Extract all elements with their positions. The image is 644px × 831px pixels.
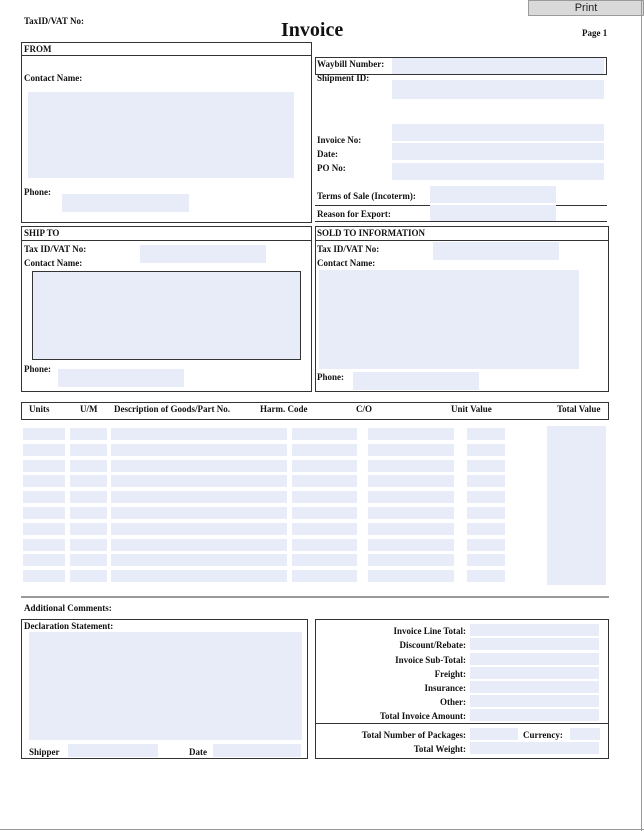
shipper-field[interactable]: [68, 744, 158, 757]
goods-um-field[interactable]: [70, 460, 107, 472]
goods-unit-value-field[interactable]: [467, 570, 505, 582]
goods-description-field[interactable]: [111, 539, 287, 551]
ship-to-heading-divider: [21, 240, 312, 241]
waybill-label: Waybill Number:: [317, 59, 385, 69]
page-right-edge: [641, 0, 642, 831]
goods-units-field[interactable]: [23, 507, 65, 519]
goods-um-field[interactable]: [70, 428, 107, 440]
goods-um-field[interactable]: [70, 523, 107, 535]
goods-co-field[interactable]: [368, 475, 454, 487]
goods-unit-value-field[interactable]: [467, 428, 505, 440]
goods-harm-code-field[interactable]: [292, 491, 357, 503]
goods-units-field[interactable]: [23, 491, 65, 503]
goods-unit-value-field[interactable]: [467, 523, 505, 535]
subtotal-label: Invoice Sub-Total:: [395, 655, 466, 665]
other-field[interactable]: [470, 695, 599, 707]
goods-units-field[interactable]: [23, 539, 65, 551]
po-field[interactable]: [392, 163, 604, 180]
goods-um-field[interactable]: [70, 539, 107, 551]
goods-units-field[interactable]: [23, 554, 65, 566]
ship-to-taxid-label: Tax ID/VAT No:: [24, 244, 87, 254]
goods-um-field[interactable]: [70, 444, 107, 456]
page-number: Page 1: [582, 28, 608, 38]
insurance-label: Insurance:: [424, 683, 466, 693]
po-label: PO No:: [317, 163, 346, 173]
declaration-field[interactable]: [29, 632, 302, 740]
terms-label: Terms of Sale (Incoterm):: [317, 191, 416, 201]
shipper-label: Shipper: [29, 747, 60, 757]
goods-harm-code-field[interactable]: [292, 444, 357, 456]
goods-units-field[interactable]: [23, 570, 65, 582]
waybill-field[interactable]: [392, 58, 604, 74]
page-bottom-edge: [0, 829, 644, 830]
goods-co-field[interactable]: [368, 523, 454, 535]
currency-field[interactable]: [570, 728, 600, 740]
goods-description-field[interactable]: [111, 428, 287, 440]
goods-description-field[interactable]: [111, 444, 287, 456]
total-amount-field[interactable]: [470, 709, 599, 721]
goods-co-field[interactable]: [368, 507, 454, 519]
currency-label: Currency:: [523, 730, 563, 740]
goods-um-field[interactable]: [70, 475, 107, 487]
goods-units-field[interactable]: [23, 428, 65, 440]
taxid-header-label: TaxID/VAT No:: [24, 16, 84, 26]
from-phone-label: Phone:: [24, 187, 51, 197]
ship-to-phone-field[interactable]: [58, 369, 184, 387]
discount-field[interactable]: [470, 638, 599, 650]
goods-um-field[interactable]: [70, 507, 107, 519]
goods-description-field[interactable]: [111, 523, 287, 535]
packages-label: Total Number of Packages:: [361, 730, 466, 740]
goods-description-field[interactable]: [111, 475, 287, 487]
date-field[interactable]: [392, 143, 604, 160]
goods-co-field[interactable]: [368, 491, 454, 503]
goods-co-field[interactable]: [368, 444, 454, 456]
goods-um-field[interactable]: [70, 570, 107, 582]
invoice-no-label: Invoice No:: [317, 135, 362, 145]
goods-harm-code-field[interactable]: [292, 460, 357, 472]
goods-co-field[interactable]: [368, 460, 454, 472]
freight-field[interactable]: [470, 667, 599, 679]
ship-to-phone-label: Phone:: [24, 364, 51, 374]
sold-to-taxid-label: Tax ID/VAT No:: [317, 244, 380, 254]
shipper-date-field[interactable]: [213, 744, 301, 757]
from-phone-field[interactable]: [62, 194, 189, 212]
ship-to-heading: SHIP TO: [24, 228, 60, 238]
reason-field[interactable]: [430, 205, 556, 222]
goods-table-header: [21, 402, 609, 420]
goods-harm-code-field[interactable]: [292, 523, 357, 535]
ship-to-contact-field[interactable]: [32, 271, 301, 360]
goods-harm-code-field[interactable]: [292, 570, 357, 582]
totals-divider: [315, 723, 609, 724]
goods-units-field[interactable]: [23, 444, 65, 456]
goods-units-field[interactable]: [23, 460, 65, 472]
goods-unit-value-field[interactable]: [467, 539, 505, 551]
goods-description-field[interactable]: [111, 491, 287, 503]
goods-harm-code-field[interactable]: [292, 554, 357, 566]
goods-unit-value-field[interactable]: [467, 491, 505, 503]
goods-harm-code-field[interactable]: [292, 539, 357, 551]
goods-description-field[interactable]: [111, 570, 287, 582]
col-description: Description of Goods/Part No.: [114, 404, 230, 414]
additional-comments-label: Additional Comments:: [24, 603, 112, 613]
invoice-no-field[interactable]: [392, 124, 604, 141]
sold-to-taxid-field[interactable]: [433, 242, 559, 260]
sold-to-heading: SOLD TO INFORMATION: [317, 228, 426, 238]
shipment-id-label: Shipment ID:: [317, 73, 370, 83]
table-bottom-divider: [21, 596, 609, 598]
goods-co-field[interactable]: [368, 570, 454, 582]
sold-to-phone-label: Phone:: [317, 372, 344, 382]
goods-co-field[interactable]: [368, 539, 454, 551]
reason-divider: [315, 221, 607, 222]
goods-description-field[interactable]: [111, 460, 287, 472]
goods-co-field[interactable]: [368, 428, 454, 440]
goods-description-field[interactable]: [111, 554, 287, 566]
declaration-label: Declaration Statement:: [24, 621, 114, 631]
from-contact-label: Contact Name:: [24, 73, 83, 83]
reason-label: Reason for Export:: [317, 209, 391, 219]
goods-unit-value-field[interactable]: [467, 475, 505, 487]
col-um: U/M: [80, 404, 98, 414]
packages-field[interactable]: [470, 728, 518, 740]
from-contact-field[interactable]: [28, 92, 294, 178]
goods-harm-code-field[interactable]: [292, 475, 357, 487]
insurance-field[interactable]: [470, 681, 599, 693]
freight-label: Freight:: [434, 669, 466, 679]
sold-to-phone-field[interactable]: [353, 372, 479, 390]
ship-to-contact-label: Contact Name:: [24, 258, 83, 268]
col-co: C/O: [356, 404, 373, 414]
goods-co-field[interactable]: [368, 554, 454, 566]
goods-um-field[interactable]: [70, 491, 107, 503]
goods-um-field[interactable]: [70, 554, 107, 566]
from-heading-divider: [21, 55, 312, 56]
other-label: Other:: [440, 697, 466, 707]
date-label: Date:: [317, 149, 338, 159]
col-units: Units: [29, 404, 50, 414]
total-amount-label: Total Invoice Amount:: [379, 711, 466, 721]
from-heading: FROM: [24, 44, 52, 54]
weight-field[interactable]: [470, 742, 599, 754]
ship-to-taxid-field[interactable]: [140, 245, 266, 263]
goods-units-field[interactable]: [23, 475, 65, 487]
shipment-id-field[interactable]: [392, 80, 604, 99]
page-title: Invoice: [281, 19, 344, 41]
terms-field[interactable]: [430, 186, 556, 203]
sold-to-contact-field[interactable]: [319, 270, 579, 369]
goods-unit-value-field[interactable]: [467, 460, 505, 472]
sold-to-contact-label: Contact Name:: [317, 258, 376, 268]
goods-harm-code-field[interactable]: [292, 428, 357, 440]
discount-label: Discount/Rebate:: [399, 640, 466, 650]
goods-units-field[interactable]: [23, 523, 65, 535]
col-total-value: Total Value: [557, 404, 601, 414]
goods-description-field[interactable]: [111, 507, 287, 519]
col-unit-value: Unit Value: [451, 404, 492, 414]
goods-unit-value-field[interactable]: [467, 554, 505, 566]
goods-harm-code-field[interactable]: [292, 507, 357, 519]
sold-to-heading-divider: [315, 240, 609, 241]
col-harm-code: Harm. Code: [260, 404, 308, 414]
goods-unit-value-field[interactable]: [467, 507, 505, 519]
total-value-column-field[interactable]: [547, 426, 606, 585]
print-button[interactable]: Print: [528, 0, 644, 16]
subtotal-field[interactable]: [470, 653, 599, 665]
goods-unit-value-field[interactable]: [467, 444, 505, 456]
shipper-date-label: Date: [189, 747, 207, 757]
line-total-label: Invoice Line Total:: [393, 626, 466, 636]
weight-label: Total Weight:: [413, 744, 466, 754]
line-total-field[interactable]: [470, 624, 599, 636]
